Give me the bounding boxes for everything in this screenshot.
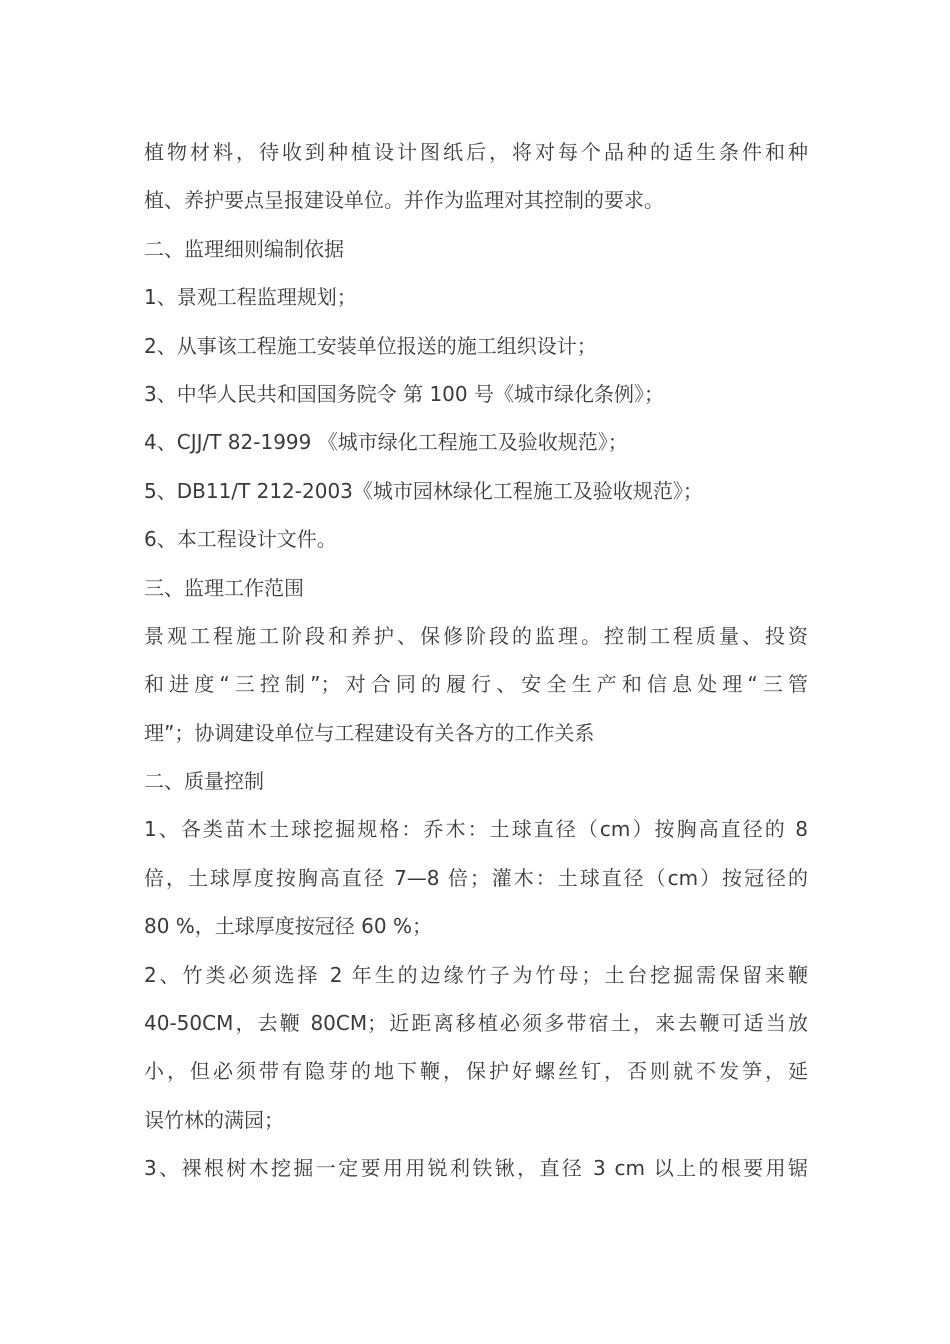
text-line-1: 植物材料，待收到种植设计图纸后，将对每个品种的适生条件和种 <box>144 140 808 164</box>
quality-item-2-line-2: 40-50CM，去鞭 80CM；近距离移植必须多带宿土，来去鞭可适当放 <box>144 1011 808 1036</box>
quality-item-1-line-3: 80 %，土球厚度按冠径 60 %； <box>144 914 432 939</box>
list-item-6: 6、本工程设计文件。 <box>144 527 337 552</box>
list-item-4: 4、CJJ/T 82-1999 《城市绿化工程施工及验收规范》； <box>144 430 628 455</box>
section-heading-quality: 二、质量控制 <box>144 769 264 794</box>
document-body <box>144 128 808 1193</box>
text-line-2: 植、养护要点呈报建设单位。并作为监理对其控制的要求。 <box>144 188 664 213</box>
section-heading-basis: 二、监理细则编制依据 <box>144 236 344 261</box>
scope-paragraph-line-2: 和进度“三控制”；对合同的履行、安全生产和信息处理“三管 <box>144 672 808 697</box>
section-heading-scope: 三、监理工作范围 <box>144 575 304 600</box>
list-item-1: 1、景观工程监理规划； <box>144 285 357 310</box>
quality-item-3-line-1: 3、裸根树木挖掘一定要用用锐利铁锹，直径 3 cm 以上的根要用锯 <box>144 1156 808 1181</box>
quality-item-1-line-2: 倍，土球厚度按胸高直径 7—8 倍；灌木：土球直径（cm）按冠径的 <box>144 865 808 890</box>
scope-paragraph-line-3: 理”；协调建设单位与工程建设有关各方的工作关系 <box>144 720 595 745</box>
list-item-5: 5、DB11/T 212-2003《城市园林绿化工程施工及验收规范》； <box>144 478 703 503</box>
quality-item-2-line-3: 小，但必须带有隐芽的地下鞭，保护好螺丝钉，否则就不发笋，延 <box>144 1059 808 1084</box>
quality-item-1-line-1: 1、各类苗木土球挖掘规格：乔木：土球直径（cm）按胸高直径的 8 <box>144 817 808 842</box>
list-item-2: 2、从事该工程施工安装单位报送的施工组织设计； <box>144 333 597 358</box>
quality-item-2-line-1: 2、竹类必须选择 2 年生的边缘竹子为竹母；土台挖掘需保留来鞭 <box>144 962 808 987</box>
list-item-3: 3、中华人民共和国国务院令 第 100 号《城市绿化条例》； <box>144 381 664 406</box>
quality-item-2-line-4: 误竹林的满园； <box>144 1107 284 1132</box>
scope-paragraph-line-1: 景观工程施工阶段和养护、保修阶段的监理。控制工程质量、投资 <box>144 623 808 648</box>
